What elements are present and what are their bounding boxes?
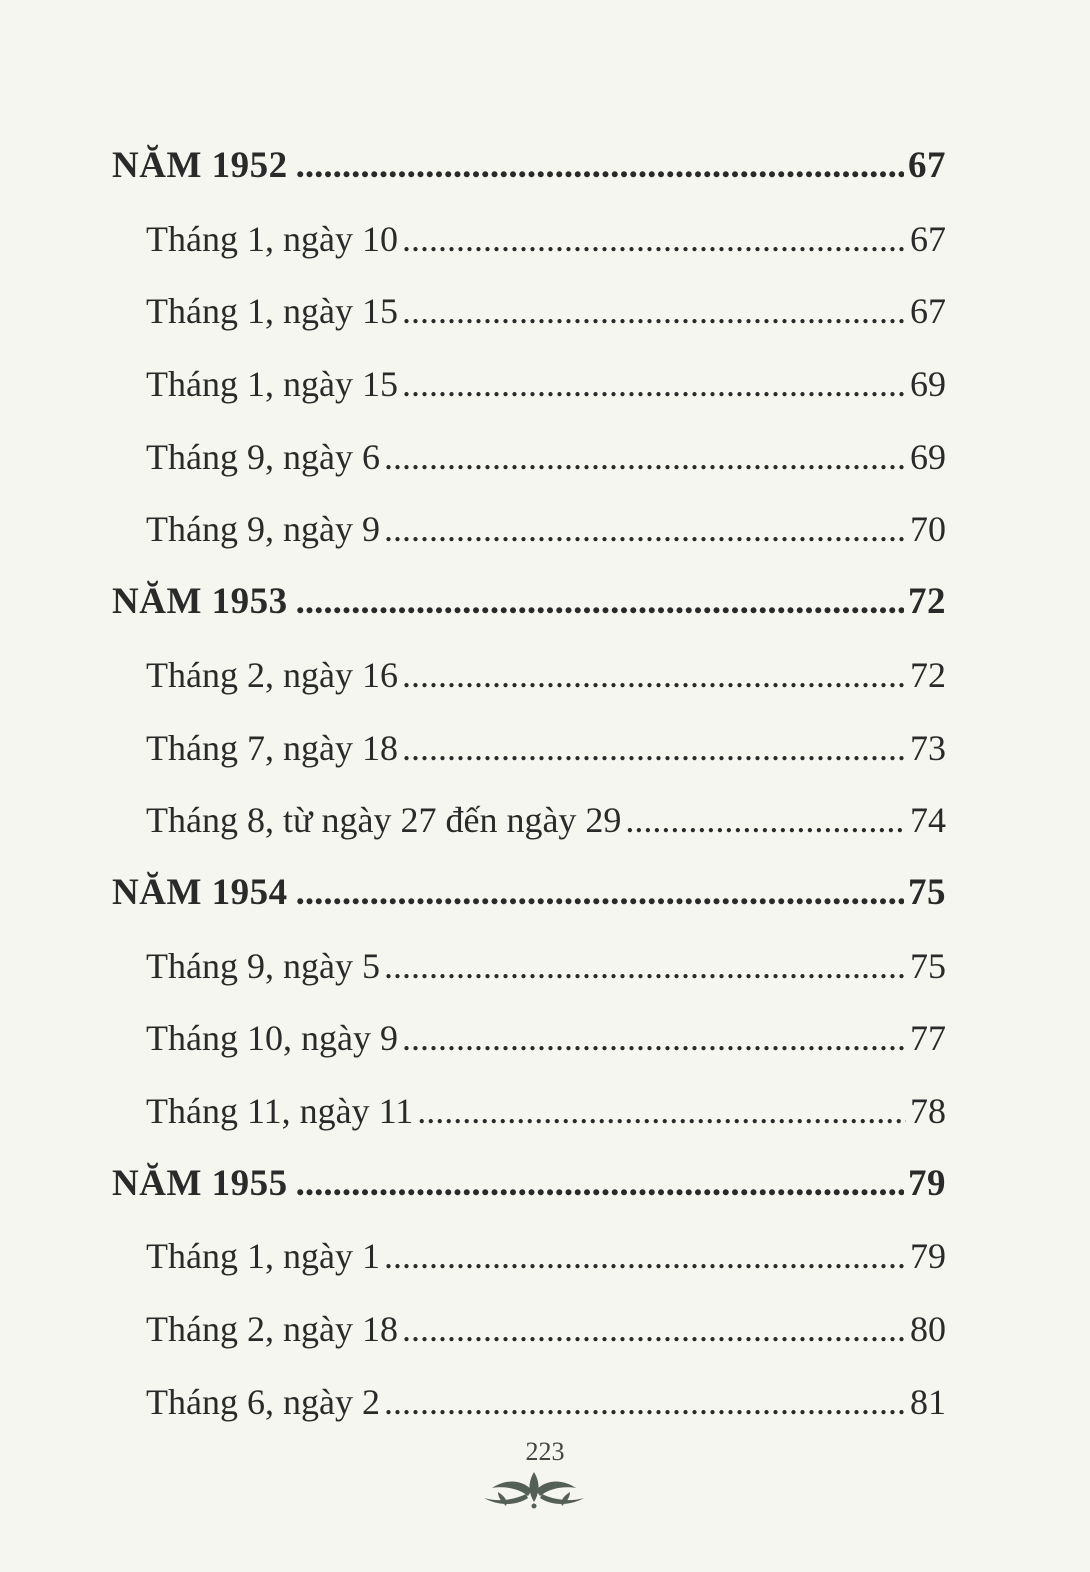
toc-entry-label: Tháng 2, ngày 18: [146, 1309, 398, 1349]
toc-page-number: 81: [910, 1381, 946, 1422]
toc-year-row: [112, 566, 946, 639]
toc-entry-label: Tháng 6, ngày 2: [146, 1381, 380, 1422]
leader-dots: [402, 1293, 906, 1366]
toc-year-label: NĂM 1954: [112, 871, 288, 913]
page-number: 223: [525, 1437, 565, 1466]
toc-entry-row: [112, 203, 946, 276]
toc-page-number: 69: [910, 364, 946, 405]
floral-ornament-icon: [478, 1470, 590, 1510]
toc-entry-row: [112, 493, 946, 566]
toc-year-row: [112, 1148, 946, 1221]
toc-entry-label: Tháng 1, ngày 15: [146, 291, 398, 332]
toc-entry-row: [112, 1075, 946, 1148]
toc-entry-row: [112, 348, 946, 421]
toc-page-number: 78: [910, 1090, 946, 1131]
toc-entry-row: [112, 930, 946, 1003]
toc-entry-row: [112, 712, 946, 785]
toc-entry-label: Tháng 1, ngày 15: [146, 364, 398, 405]
toc-page-number: 72: [908, 581, 946, 623]
toc-entry-label: Tháng 9, ngày 6: [146, 436, 380, 477]
toc-year-label: NĂM 1953: [112, 581, 288, 623]
toc-entry-label: Tháng 10, ngày 9: [146, 1018, 398, 1059]
toc-page-number: 74: [910, 800, 946, 841]
toc-entry-label: Tháng 9, ngày 5: [146, 945, 380, 986]
toc-entry-label: Tháng 9, ngày 9: [146, 509, 380, 550]
toc-entry-row: [112, 1002, 946, 1075]
toc-year-row: [112, 130, 946, 203]
table-of-contents: [112, 130, 946, 1438]
toc-page-number: 80: [910, 1309, 946, 1349]
leader-dots: [296, 130, 904, 203]
leader-dots: [402, 639, 906, 712]
leader-dots: [384, 930, 906, 1003]
toc-entry-label: Tháng 11, ngày 11: [146, 1090, 414, 1131]
leader-dots: [384, 1366, 906, 1439]
toc-page-number: 73: [910, 727, 946, 768]
toc-page-number: 72: [910, 654, 946, 695]
toc-entry-row: [112, 639, 946, 712]
toc-entry-row: [112, 275, 946, 348]
toc-year-row: [112, 857, 946, 930]
toc-entry-label: Tháng 1, ngày 1: [146, 1236, 380, 1277]
toc-entry-row: [112, 784, 946, 857]
leader-dots: [384, 421, 906, 494]
toc-page-number: 79: [908, 1162, 946, 1204]
toc-page-number: 67: [910, 291, 946, 332]
leader-dots: [402, 712, 906, 785]
toc-year-label: NĂM 1952: [112, 145, 288, 186]
leader-dots: [402, 348, 906, 421]
toc-entry-row: [112, 1293, 946, 1366]
toc-page-number: 67: [908, 145, 946, 186]
leader-dots: [384, 493, 906, 566]
leader-dots: [402, 275, 906, 348]
leader-dots: [296, 566, 904, 639]
leader-dots: [296, 857, 904, 930]
toc-entry-label: Tháng 7, ngày 18: [146, 727, 398, 768]
toc-page-number: 75: [908, 871, 946, 913]
toc-entry-row: [112, 1220, 946, 1293]
toc-entry-label: Tháng 8, từ ngày 27 đến ngày 29: [146, 800, 622, 841]
leader-dots: [625, 784, 906, 857]
leader-dots: [384, 1220, 906, 1293]
toc-page-number: 67: [910, 218, 946, 259]
toc-page-number: 70: [910, 509, 946, 550]
leader-dots: [402, 203, 906, 276]
toc-entry-row: [112, 421, 946, 494]
toc-page-number: 69: [910, 436, 946, 477]
toc-page-number: 79: [910, 1236, 946, 1277]
toc-entry-row: [112, 1366, 946, 1439]
leader-dots: [296, 1148, 904, 1221]
toc-page-number: 77: [910, 1018, 946, 1059]
toc-entry-label: Tháng 2, ngày 16: [146, 654, 398, 695]
leader-dots: [417, 1075, 906, 1148]
toc-page-number: 75: [910, 945, 946, 986]
toc-year-label: NĂM 1955: [112, 1162, 288, 1204]
toc-entry-label: Tháng 1, ngày 10: [146, 218, 398, 259]
leader-dots: [402, 1002, 906, 1075]
